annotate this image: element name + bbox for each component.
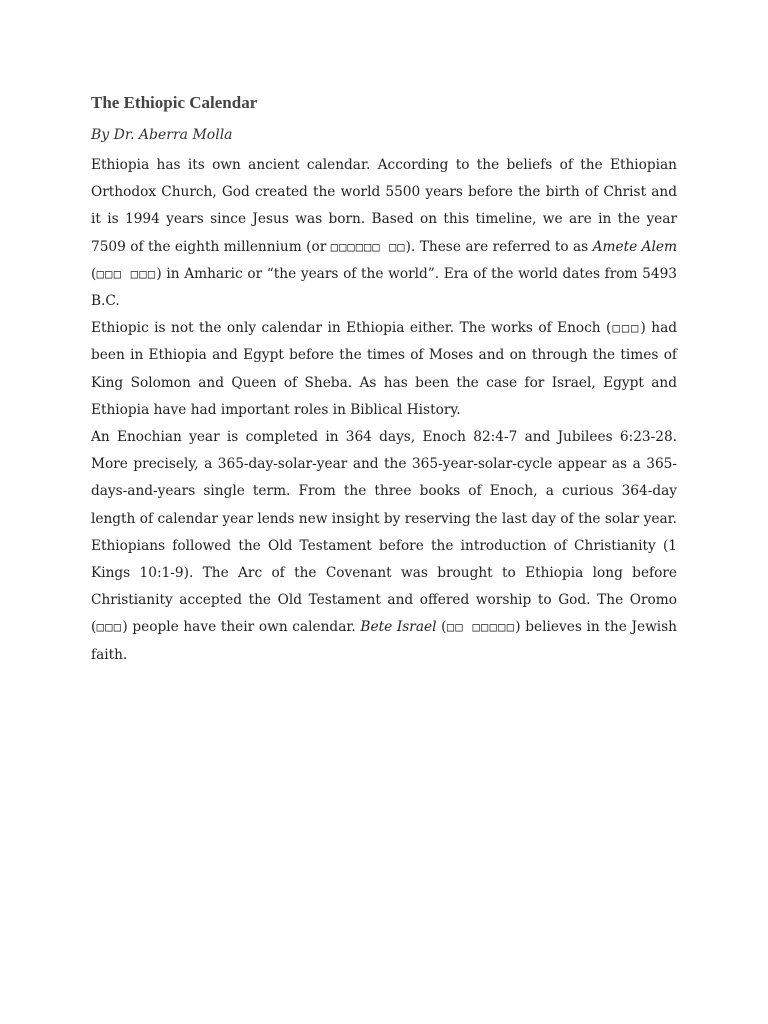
paragraph-text: (: [91, 265, 97, 282]
paragraph-2: [91, 315, 677, 424]
paragraph-text: ) in Amharic or “the years of the world”. Era of the world dates from 5493 B.C.: [91, 265, 677, 310]
paragraph-text: ) believes in the Jewish faith.: [91, 619, 677, 663]
paragraph-3: [91, 424, 677, 669]
paragraph-text: Ethiopic is not the only calendar in Ethiopia either. The works of Enoch (: [91, 320, 612, 337]
geez-text: □□□ □□□: [96, 266, 157, 281]
paragraph-text: ) people have their own calendar.: [122, 619, 361, 636]
paragraph-text: An Enochian year is completed in 364 days, Enoch 82:4-7 and Jubilees 6:23-28. More precisely, a 365-day-solar-year and the 365-year-solar-cycle appear as a 365-days-and-years single term. From the three books of Enoch, a curious 364-day length of calendar year lends new insight by reserving the last day of the solar year. Ethiopians followed the Old Testament before the introduction of Christianity (1 Kings 10:1-9). The Arc of the Covenant was brought to Ethiopia long before Christianity accepted the Old Testament and offered worship to God. The Oromo (: [91, 429, 677, 636]
geez-text: □□□□□□ □□: [330, 239, 406, 254]
geez-text: □□□: [611, 321, 641, 336]
document-body: [91, 92, 677, 669]
paragraph-text: ) had been in Ethiopia and Egypt before the times of Moses and on through the times of King Solomon and Queen of Sheba. As has been the case for Israel, Egypt and Ethiopia have had important roles in Biblical History.: [91, 320, 677, 418]
italic-term: Amete Alem: [592, 238, 678, 255]
document-title: The Ethiopic Calendar: [91, 93, 258, 112]
italic-term: Bete Israel: [360, 619, 437, 636]
paragraph-text: ). These are referred to as: [405, 238, 593, 255]
paragraph-1: [91, 152, 677, 315]
author-byline: By Dr. Aberra Molla: [91, 127, 233, 143]
paragraph-text: (: [436, 619, 447, 636]
geez-text: □□ □□□□□: [446, 620, 516, 635]
geez-text: □□□: [96, 620, 123, 635]
paragraph-text: Ethiopia has its own ancient calendar. According to the beliefs of the Ethiopian Orthodox Church, God created the world 5500 years before the birth of Christ and it is 1994 years since Jesus was born. Based on this timeline, we are in the year 7509 of the eighth millennium (or: [91, 157, 677, 255]
